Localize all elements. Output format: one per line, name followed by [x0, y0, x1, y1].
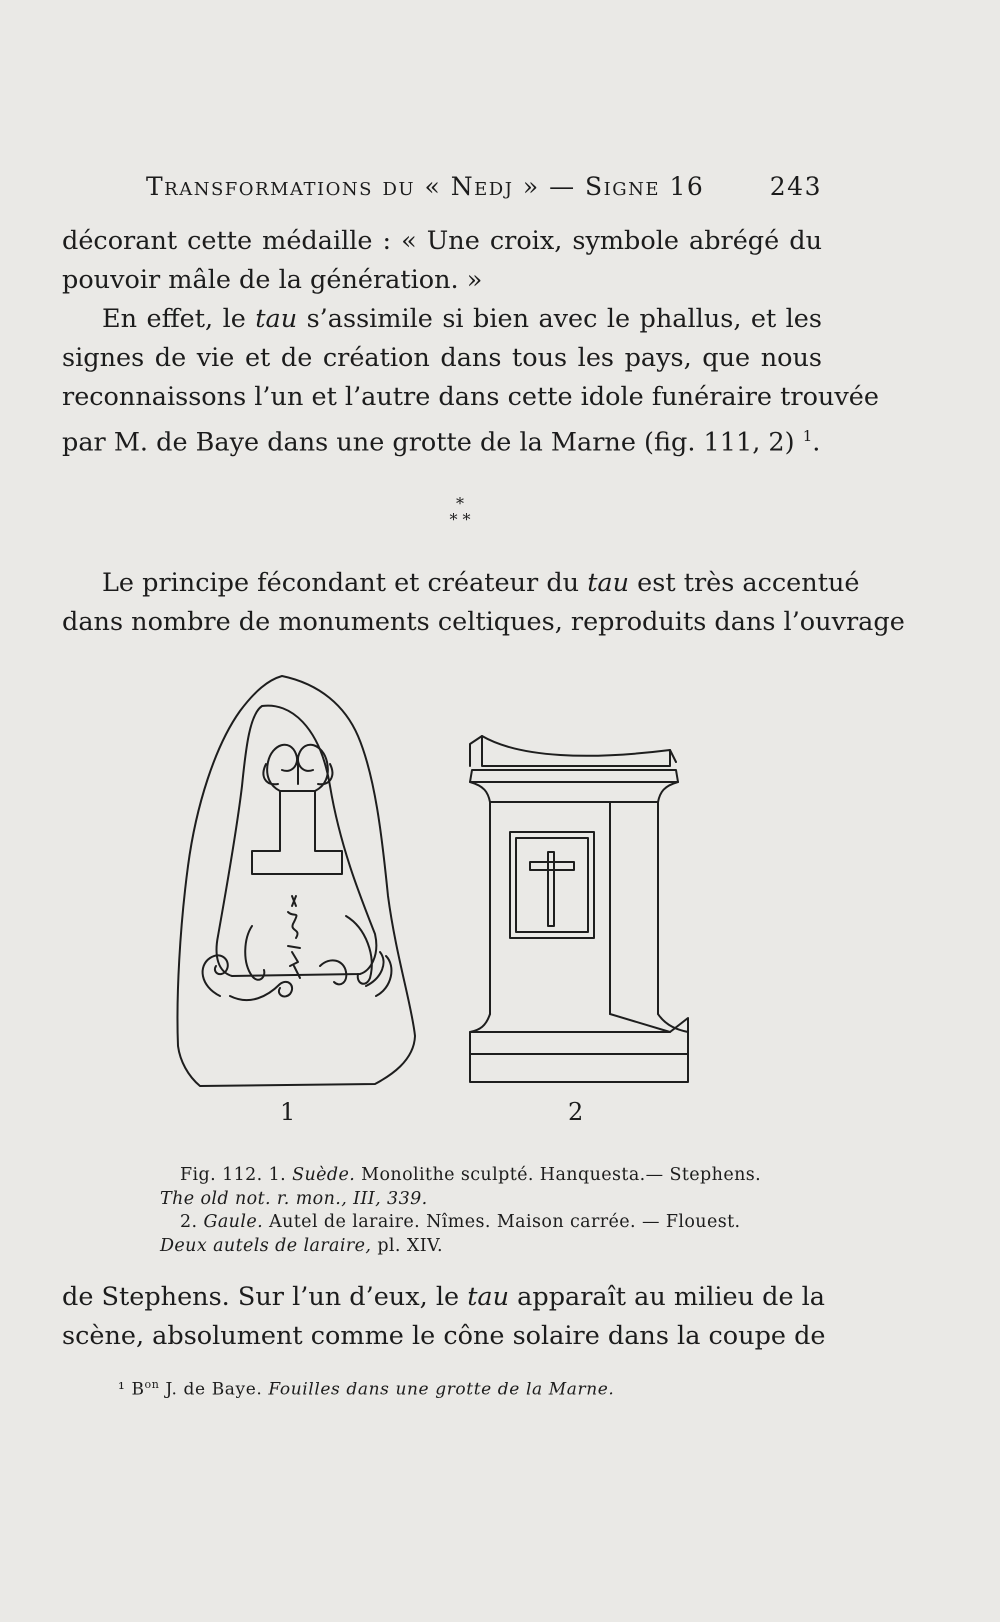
section-separator — [430, 496, 490, 528]
footnote — [118, 1378, 614, 1400]
caption-line — [160, 1235, 740, 1259]
caption-line — [160, 1188, 740, 1212]
italic-word: tau — [255, 304, 298, 334]
separator-star: * — [456, 494, 464, 513]
text-line: pouvoir mâle de la génération. » — [62, 265, 483, 295]
text-run: pl. XIV. — [371, 1235, 443, 1256]
text-run: de Stephens. Sur l’un d’eux, le — [62, 1282, 468, 1312]
text-line: scène, absolument comme le cône solaire dans la coupe de — [62, 1321, 826, 1351]
text-line — [62, 417, 822, 463]
text-run: 2. — [180, 1212, 204, 1232]
text-run: Autel de laraire. Nîmes. Maison carrée. — Flouest. — [263, 1212, 741, 1232]
figure-caption — [160, 1164, 762, 1258]
text-line: signes de vie et de création dans tous les pays, que nous — [62, 343, 822, 373]
footnote-work: Fouilles dans une grotte de la Marne. — [268, 1379, 615, 1400]
running-header — [146, 172, 822, 201]
italic-word: tau — [587, 568, 630, 598]
header-title: Transformations du « Nedj » — Signe 16 — [146, 172, 705, 201]
separator-stars: * * — [449, 510, 471, 529]
text-line: reconnaissons l’un et l’autre dans cette idole funéraire trouvée — [62, 382, 879, 412]
italic-word: tau — [467, 1282, 510, 1312]
text-line: dans nombre de monuments celtiques, reproduits dans l’ouvrage — [62, 607, 905, 637]
italic-word: Deux autels de laraire, — [160, 1235, 372, 1256]
figure-label-1: 1 — [280, 1098, 296, 1126]
page-number: 243 — [769, 172, 822, 201]
footnote-prefix: B — [131, 1379, 145, 1400]
caption-line — [160, 1211, 740, 1235]
paragraph-2 — [62, 564, 905, 642]
caption-line — [160, 1164, 762, 1188]
text-line — [62, 564, 860, 603]
footnote-author: J. de Baye. — [159, 1379, 269, 1400]
monolith-drawing — [177, 676, 415, 1086]
footnote-prefix-sup: on — [144, 1378, 160, 1391]
figure-illustration — [170, 666, 730, 1136]
text-run: est très accentué — [629, 568, 860, 598]
italic-word: Suède. — [292, 1165, 356, 1185]
text-run: Fig. 112. 1. — [180, 1165, 293, 1185]
text-run: En effet, le — [102, 304, 256, 334]
text-run: . — [812, 427, 821, 458]
text-run: s’assimile si bien avec le phallus, et les — [297, 304, 822, 334]
text-line — [62, 300, 822, 339]
altar-drawing — [470, 736, 688, 1082]
text-line — [62, 1278, 825, 1317]
footnote-marker: ¹ — [118, 1379, 126, 1400]
text-run: Le principe fécondant et créateur du — [102, 568, 588, 598]
text-run: par M. de Baye dans une grotte de la Marne (fig. 111, 2) — [62, 427, 795, 458]
paragraph-3 — [62, 1278, 826, 1356]
text-run: apparaît au milieu de la — [509, 1282, 825, 1312]
paragraph-1 — [62, 222, 879, 463]
figure-label-2: 2 — [568, 1098, 584, 1126]
figure-112 — [170, 666, 730, 1136]
text-line: décorant cette médaille : « Une croix, symbole abrégé du — [62, 226, 822, 256]
footnote-reference: 1 — [802, 427, 813, 445]
text-run: Monolithe sculpté. Hanquesta.— Stephens. — [355, 1165, 762, 1185]
italic-word: Gaule. — [203, 1212, 264, 1232]
italic-word: The old not. r. mon., III, 339. — [160, 1188, 428, 1209]
